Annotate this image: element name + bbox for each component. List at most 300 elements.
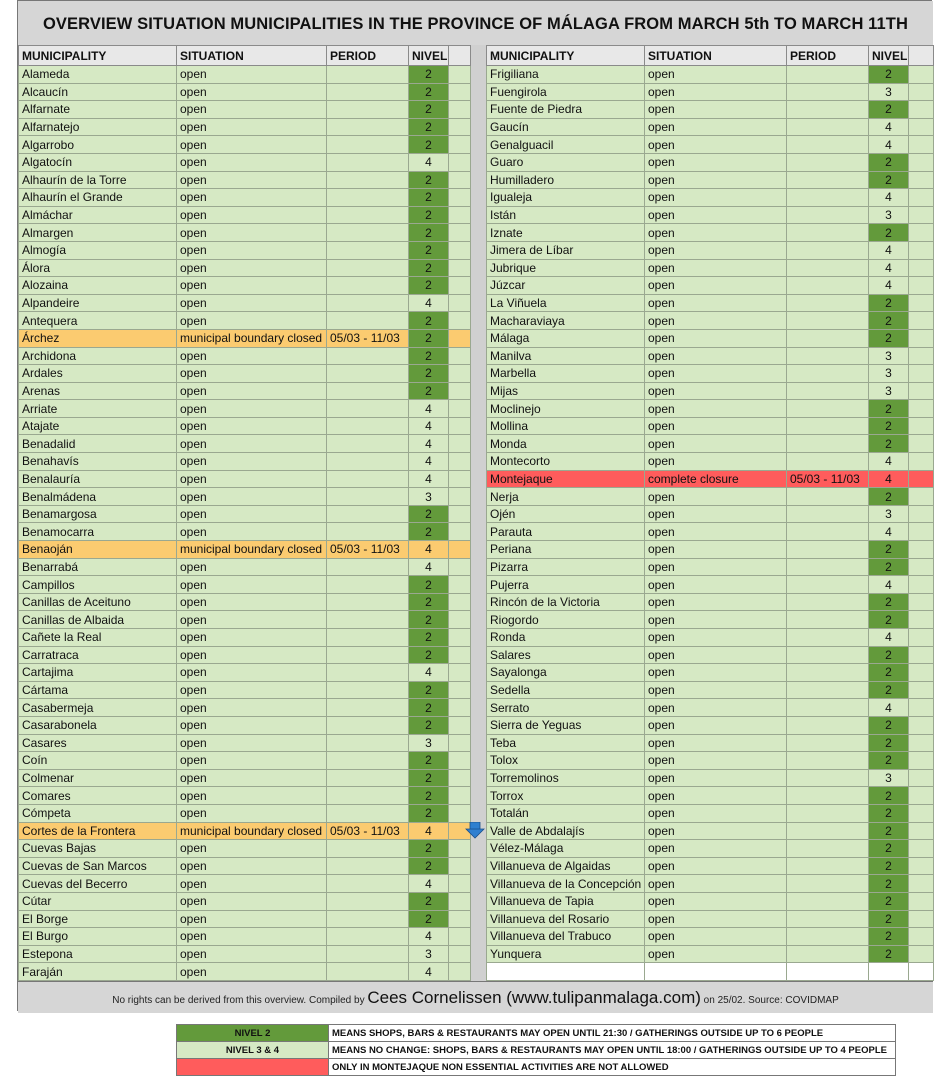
cell-situation: open <box>177 153 327 171</box>
table-row <box>487 576 934 594</box>
cell-municipality: Ardales <box>19 365 177 383</box>
cell-extra <box>909 541 934 559</box>
cell-situation: open <box>645 699 787 717</box>
cell-situation: open <box>177 171 327 189</box>
cell-nivel: 2 <box>869 681 909 699</box>
cell-municipality: Álora <box>19 259 177 277</box>
col-header-nivel: NIVEL <box>409 46 449 66</box>
page-title: OVERVIEW SITUATION MUNICIPALITIES IN THE PROVINCE OF MÁLAGA FROM MARCH 5th TO MARCH 11TH <box>18 1 933 45</box>
table-row <box>19 804 471 822</box>
cell-municipality: Colmenar <box>19 769 177 787</box>
table-row <box>487 769 934 787</box>
table-row <box>19 259 471 277</box>
cell-extra <box>909 822 934 840</box>
cell-extra <box>449 716 471 734</box>
cell-situation: open <box>177 277 327 295</box>
cell-situation: open <box>177 681 327 699</box>
table-row <box>487 224 934 242</box>
cell-situation: open <box>645 488 787 506</box>
cell-period: 05/03 - 11/03 <box>327 329 409 347</box>
cell-period <box>327 382 409 400</box>
cell-municipality: Alfarnatejo <box>19 118 177 136</box>
cell-nivel: 4 <box>869 118 909 136</box>
cell-situation: open <box>645 646 787 664</box>
cell-period <box>327 857 409 875</box>
table-row <box>487 541 934 559</box>
cell-municipality: Salares <box>487 646 645 664</box>
cell-period <box>327 523 409 541</box>
cell-period <box>787 716 869 734</box>
cell-extra <box>449 664 471 682</box>
table-row <box>19 541 471 559</box>
cell-nivel: 2 <box>409 136 449 154</box>
cell-nivel: 2 <box>409 611 449 629</box>
cell-nivel: 2 <box>869 840 909 858</box>
footer-source: on 25/02. Source: COVIDMAP <box>703 995 839 1006</box>
cell-period <box>787 365 869 383</box>
cell-situation: open <box>645 241 787 259</box>
cell-situation: municipal boundary closed <box>177 822 327 840</box>
table-row <box>487 857 934 875</box>
cell-municipality: Atajate <box>19 417 177 435</box>
cell-situation: open <box>645 118 787 136</box>
cell-nivel: 2 <box>409 347 449 365</box>
cell-municipality: Júzcar <box>487 277 645 295</box>
cell-period <box>327 101 409 119</box>
legend-row <box>177 1042 896 1059</box>
table-row <box>19 347 471 365</box>
cell-extra <box>909 153 934 171</box>
cell-nivel: 2 <box>409 206 449 224</box>
empty-cell <box>645 963 787 981</box>
cell-period <box>327 488 409 506</box>
table-row <box>487 400 934 418</box>
cell-period <box>787 136 869 154</box>
cell-municipality: Parauta <box>487 523 645 541</box>
cell-situation: open <box>645 593 787 611</box>
cell-municipality: Sierra de Yeguas <box>487 716 645 734</box>
cell-period <box>787 593 869 611</box>
cell-extra <box>909 101 934 119</box>
cell-municipality: Pizarra <box>487 558 645 576</box>
cell-period <box>787 822 869 840</box>
cell-period <box>787 189 869 207</box>
cell-period <box>327 171 409 189</box>
cell-municipality: Alhaurín el Grande <box>19 189 177 207</box>
cell-nivel: 3 <box>869 505 909 523</box>
cell-situation: open <box>177 83 327 101</box>
cell-extra <box>449 241 471 259</box>
cell-situation: open <box>177 259 327 277</box>
cell-nivel: 4 <box>409 470 449 488</box>
cell-situation: open <box>177 382 327 400</box>
cell-municipality: Mollina <box>487 417 645 435</box>
table-row <box>487 629 934 647</box>
cell-nivel: 2 <box>869 734 909 752</box>
cell-situation: open <box>645 857 787 875</box>
cell-extra <box>449 400 471 418</box>
cell-nivel: 4 <box>409 153 449 171</box>
col-header-extra <box>909 46 934 66</box>
table-row <box>487 347 934 365</box>
cell-period <box>787 329 869 347</box>
table-row <box>19 189 471 207</box>
cell-period <box>327 875 409 893</box>
cell-extra <box>909 840 934 858</box>
cell-extra <box>909 488 934 506</box>
cell-municipality: Genalguacil <box>487 136 645 154</box>
cell-situation: open <box>177 66 327 84</box>
cell-municipality: Benaoján <box>19 541 177 559</box>
cell-situation: open <box>177 417 327 435</box>
table-row <box>19 83 471 101</box>
cell-situation: open <box>645 417 787 435</box>
cell-municipality: Villanueva del Rosario <box>487 910 645 928</box>
col-header-period: PERIOD <box>787 46 869 66</box>
cell-municipality: Alcaucín <box>19 83 177 101</box>
table-row <box>19 136 471 154</box>
cell-situation: open <box>645 875 787 893</box>
cell-nivel: 2 <box>869 752 909 770</box>
cell-situation: open <box>645 206 787 224</box>
cell-nivel: 2 <box>869 417 909 435</box>
cell-nivel: 2 <box>409 259 449 277</box>
cell-extra <box>449 382 471 400</box>
cell-period <box>327 312 409 330</box>
cell-period <box>787 224 869 242</box>
cell-extra <box>449 118 471 136</box>
table-row <box>487 910 934 928</box>
cell-extra <box>909 417 934 435</box>
cell-municipality: Alfarnate <box>19 101 177 119</box>
cell-extra <box>909 189 934 207</box>
table-row <box>19 224 471 242</box>
cell-period <box>787 892 869 910</box>
cell-extra <box>449 83 471 101</box>
cell-municipality: Ronda <box>487 629 645 647</box>
table-row <box>19 787 471 805</box>
cell-municipality: Tolox <box>487 752 645 770</box>
cell-period <box>327 435 409 453</box>
cell-extra <box>449 153 471 171</box>
cell-nivel: 2 <box>409 189 449 207</box>
cell-period <box>787 541 869 559</box>
cell-nivel: 2 <box>409 277 449 295</box>
cell-nivel: 2 <box>409 716 449 734</box>
cell-period <box>327 400 409 418</box>
cell-nivel: 2 <box>409 804 449 822</box>
cell-nivel: 2 <box>409 241 449 259</box>
cell-extra <box>449 928 471 946</box>
table-row <box>487 664 934 682</box>
table-row <box>19 171 471 189</box>
cell-situation: open <box>645 576 787 594</box>
cell-situation: open <box>645 277 787 295</box>
cell-extra <box>449 435 471 453</box>
cell-municipality: Benarrabá <box>19 558 177 576</box>
cell-extra <box>909 505 934 523</box>
cell-extra <box>909 928 934 946</box>
cell-municipality: Guaro <box>487 153 645 171</box>
cell-situation: open <box>177 224 327 242</box>
cell-nivel: 2 <box>409 365 449 383</box>
cell-situation: open <box>177 646 327 664</box>
table-row <box>19 716 471 734</box>
cell-period <box>787 646 869 664</box>
table-row <box>487 241 934 259</box>
cell-municipality: Alozaina <box>19 277 177 295</box>
cell-period <box>327 224 409 242</box>
cell-municipality: Riogordo <box>487 611 645 629</box>
cell-nivel: 4 <box>409 294 449 312</box>
cell-period <box>327 558 409 576</box>
table-row <box>19 382 471 400</box>
cell-municipality: Mijas <box>487 382 645 400</box>
cell-situation: open <box>645 101 787 119</box>
cell-extra <box>909 734 934 752</box>
cell-extra <box>909 400 934 418</box>
cell-situation: open <box>645 945 787 963</box>
cell-extra <box>909 470 934 488</box>
cell-period <box>327 206 409 224</box>
cell-municipality: El Borge <box>19 910 177 928</box>
cell-nivel: 4 <box>869 189 909 207</box>
cell-extra <box>449 329 471 347</box>
cell-municipality: Periana <box>487 541 645 559</box>
cell-nivel: 2 <box>869 66 909 84</box>
cell-period <box>327 681 409 699</box>
cell-extra <box>909 804 934 822</box>
table-row <box>487 646 934 664</box>
cell-situation: open <box>177 664 327 682</box>
cell-municipality: Antequera <box>19 312 177 330</box>
cell-municipality: Pujerra <box>487 576 645 594</box>
table-row <box>19 963 471 981</box>
cell-municipality: Manilva <box>487 347 645 365</box>
footer-disclaimer: No rights can be derived from this overview. Compiled by <box>112 995 365 1006</box>
cell-situation: open <box>645 804 787 822</box>
cell-period <box>787 417 869 435</box>
table-row <box>487 417 934 435</box>
col-header-situation: SITUATION <box>177 46 327 66</box>
cell-municipality: El Burgo <box>19 928 177 946</box>
cell-period <box>787 611 869 629</box>
cell-situation: open <box>177 101 327 119</box>
table-row <box>19 417 471 435</box>
table-row <box>19 558 471 576</box>
cell-nivel: 4 <box>409 928 449 946</box>
cell-situation: open <box>177 857 327 875</box>
cell-nivel: 3 <box>869 769 909 787</box>
cell-extra <box>449 963 471 981</box>
cell-situation: open <box>645 681 787 699</box>
cell-period <box>787 804 869 822</box>
cell-nivel: 4 <box>869 453 909 471</box>
cell-municipality: Jubrique <box>487 259 645 277</box>
cell-municipality: Málaga <box>487 329 645 347</box>
cell-extra <box>449 277 471 295</box>
table-row <box>487 277 934 295</box>
cell-municipality: Canillas de Albaida <box>19 611 177 629</box>
table-row <box>487 840 934 858</box>
table-row <box>19 875 471 893</box>
cell-nivel: 2 <box>409 329 449 347</box>
cell-municipality: Arriate <box>19 400 177 418</box>
cell-period <box>787 259 869 277</box>
cell-situation: municipal boundary closed <box>177 541 327 559</box>
cell-nivel: 4 <box>409 963 449 981</box>
cell-extra <box>909 382 934 400</box>
cell-period <box>327 259 409 277</box>
cell-period <box>327 629 409 647</box>
cell-municipality: Villanueva de Tapia <box>487 892 645 910</box>
cell-situation: open <box>645 259 787 277</box>
table-row <box>19 241 471 259</box>
cell-extra <box>909 277 934 295</box>
cell-situation: open <box>177 840 327 858</box>
cell-municipality: Torrox <box>487 787 645 805</box>
cell-extra <box>449 453 471 471</box>
cell-nivel: 4 <box>409 435 449 453</box>
cell-situation: open <box>645 716 787 734</box>
col-header-extra <box>449 46 471 66</box>
cell-nivel: 2 <box>409 66 449 84</box>
cell-period <box>327 277 409 295</box>
cell-municipality: Casabermeja <box>19 699 177 717</box>
cell-period <box>327 453 409 471</box>
cell-period <box>787 435 869 453</box>
cell-municipality: Rincón de la Victoria <box>487 593 645 611</box>
cell-situation: open <box>645 400 787 418</box>
cell-period <box>787 681 869 699</box>
table-row <box>19 822 471 840</box>
cell-extra <box>449 910 471 928</box>
cell-extra <box>449 576 471 594</box>
table-row <box>487 153 934 171</box>
legend-swatch-nivel-3-4: NIVEL 3 & 4 <box>177 1042 329 1059</box>
cell-extra <box>909 241 934 259</box>
table-row <box>19 118 471 136</box>
cell-municipality: Nerja <box>487 488 645 506</box>
table-row <box>487 488 934 506</box>
cell-period <box>327 365 409 383</box>
cell-municipality: Cortes de la Frontera <box>19 822 177 840</box>
table-row <box>487 787 934 805</box>
cell-situation: open <box>645 505 787 523</box>
cell-situation: open <box>177 558 327 576</box>
cell-situation: open <box>177 294 327 312</box>
cell-extra <box>909 206 934 224</box>
footer-note <box>18 981 933 1013</box>
cell-situation: open <box>177 910 327 928</box>
cell-municipality: Almáchar <box>19 206 177 224</box>
cell-period <box>787 505 869 523</box>
cell-extra <box>909 347 934 365</box>
cell-municipality: Casares <box>19 734 177 752</box>
table-row <box>487 259 934 277</box>
cell-municipality: Cártama <box>19 681 177 699</box>
legend-table <box>176 1024 896 1076</box>
cell-period <box>787 558 869 576</box>
cell-extra <box>449 769 471 787</box>
cell-nivel: 2 <box>409 523 449 541</box>
cell-nivel: 4 <box>869 629 909 647</box>
table-row <box>19 857 471 875</box>
cell-nivel: 2 <box>409 787 449 805</box>
cell-situation: open <box>177 576 327 594</box>
cell-extra <box>449 259 471 277</box>
cell-municipality: Cartajima <box>19 664 177 682</box>
cell-nivel: 2 <box>869 488 909 506</box>
cell-nivel: 2 <box>869 804 909 822</box>
cell-situation: open <box>645 153 787 171</box>
table-row <box>487 752 934 770</box>
legend-row <box>177 1025 896 1042</box>
cell-situation: open <box>177 945 327 963</box>
cell-extra <box>909 646 934 664</box>
cell-extra <box>449 804 471 822</box>
table-row <box>487 734 934 752</box>
cell-period <box>327 593 409 611</box>
municipality-table-right <box>486 45 934 981</box>
cell-extra <box>909 558 934 576</box>
cell-extra <box>909 312 934 330</box>
cell-nivel: 2 <box>409 681 449 699</box>
cell-municipality: Almargen <box>19 224 177 242</box>
cell-period <box>327 241 409 259</box>
cell-municipality: Algarrobo <box>19 136 177 154</box>
cell-period <box>787 699 869 717</box>
cell-period <box>327 470 409 488</box>
cell-extra <box>909 945 934 963</box>
cell-nivel: 2 <box>409 769 449 787</box>
cell-extra <box>909 329 934 347</box>
cell-nivel: 3 <box>409 734 449 752</box>
cell-situation: open <box>177 400 327 418</box>
table-row <box>19 892 471 910</box>
table-row <box>487 206 934 224</box>
cell-situation: municipal boundary closed <box>177 329 327 347</box>
cell-situation: open <box>645 734 787 752</box>
cell-period <box>787 945 869 963</box>
table-row <box>487 189 934 207</box>
cell-extra <box>449 189 471 207</box>
cell-extra <box>449 101 471 119</box>
cell-nivel: 2 <box>869 928 909 946</box>
cell-situation: open <box>177 136 327 154</box>
cell-period <box>787 206 869 224</box>
cell-municipality: Totalán <box>487 804 645 822</box>
cell-period <box>327 189 409 207</box>
cell-municipality: Cómpeta <box>19 804 177 822</box>
cell-period <box>327 804 409 822</box>
cell-nivel: 4 <box>869 136 909 154</box>
table-row <box>487 505 934 523</box>
cell-period <box>327 646 409 664</box>
cell-period <box>327 136 409 154</box>
cell-nivel: 2 <box>869 822 909 840</box>
cell-extra <box>449 347 471 365</box>
cell-nivel: 2 <box>409 593 449 611</box>
table-row <box>19 153 471 171</box>
cell-situation: open <box>645 752 787 770</box>
table-row <box>487 716 934 734</box>
cell-nivel: 2 <box>869 171 909 189</box>
cell-nivel: 4 <box>409 664 449 682</box>
empty-cell <box>909 963 934 981</box>
table-row <box>19 470 471 488</box>
cell-municipality: Coín <box>19 752 177 770</box>
